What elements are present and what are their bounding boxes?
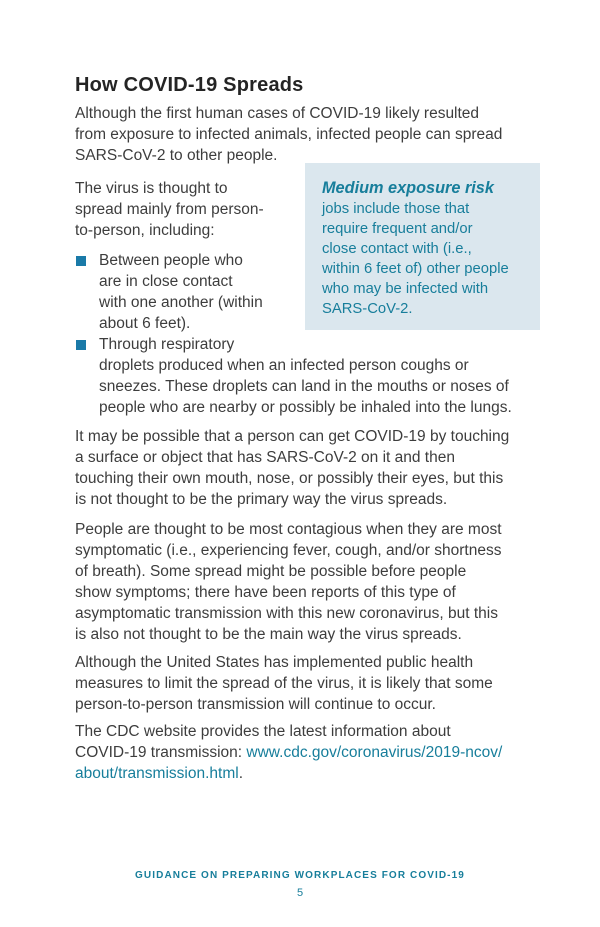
cdc-paragraph-line1: The CDC website provides the latest information about bbox=[75, 723, 451, 740]
square-bullet-icon bbox=[76, 256, 86, 266]
cdc-paragraph-period: . bbox=[238, 765, 243, 782]
callout-title: Medium exposure risk bbox=[322, 179, 494, 197]
contagious-paragraph: People are thought to be most contagious when they are most symptomatic (i.e., experiencing fever, cough, and/or shortness of breath). Some spread might be possible before people show symptoms; there have been reports of this type of asymptomatic transmission with this new coronavirus, but this is also not thought to be the main way the virus spreads. bbox=[75, 521, 502, 643]
cdc-transmission-link[interactable]: www.cdc.gov/coronavirus/2019-ncov/ about/transmission.html bbox=[75, 744, 503, 782]
page-number: 5 bbox=[296, 887, 304, 899]
square-bullet-icon bbox=[76, 340, 86, 350]
bullet-item-respiratory bbox=[75, 334, 540, 418]
cdc-paragraph-line2-prefix: COVID-19 transmission: bbox=[75, 744, 247, 761]
bullet-list bbox=[75, 250, 540, 418]
bullet-text: Between people who are in close contact with one another (within about 6 feet). bbox=[99, 252, 263, 332]
bullet-item-close-contact bbox=[75, 250, 540, 334]
us-measures-paragraph: Although the United States has implemented public health measures to limit the spread of the virus, it is likely that some person-to-person transmission will continue to occur. bbox=[75, 654, 493, 713]
footer-document-title: GUIDANCE ON PREPARING WORKPLACES FOR COVID-19 bbox=[135, 870, 465, 881]
intro-paragraph: Although the first human cases of COVID-19 likely resulted from exposure to infected animals, infected people can spread SARS-CoV-2 to other people. bbox=[75, 105, 503, 164]
surface-contact-paragraph: It may be possible that a person can get COVID-19 by touching a surface or object that has SARS-CoV-2 on it and then touching their own mouth, nose, or possibly their eyes, but this is not thought to be the primary way the virus spreads. bbox=[75, 428, 510, 508]
cdc-website-paragraph bbox=[75, 721, 540, 784]
page-title: How COVID-19 Spreads bbox=[75, 74, 304, 96]
callout-text: jobs include those that require frequent and/or close contact with (i.e., within 6 feet of) other people who may be infected with SARS-CoV-2. bbox=[322, 201, 509, 317]
page-footer bbox=[0, 869, 600, 900]
virus-spread-paragraph: The virus is thought to spread mainly from person- to-person, including: bbox=[75, 180, 264, 239]
two-column-section bbox=[75, 178, 540, 418]
bullet-text: Through respiratory droplets produced when an infected person coughs or sneezes. These droplets can land in the mouths or noses of people who are nearby or possibly be inhaled into the lungs. bbox=[99, 336, 512, 416]
